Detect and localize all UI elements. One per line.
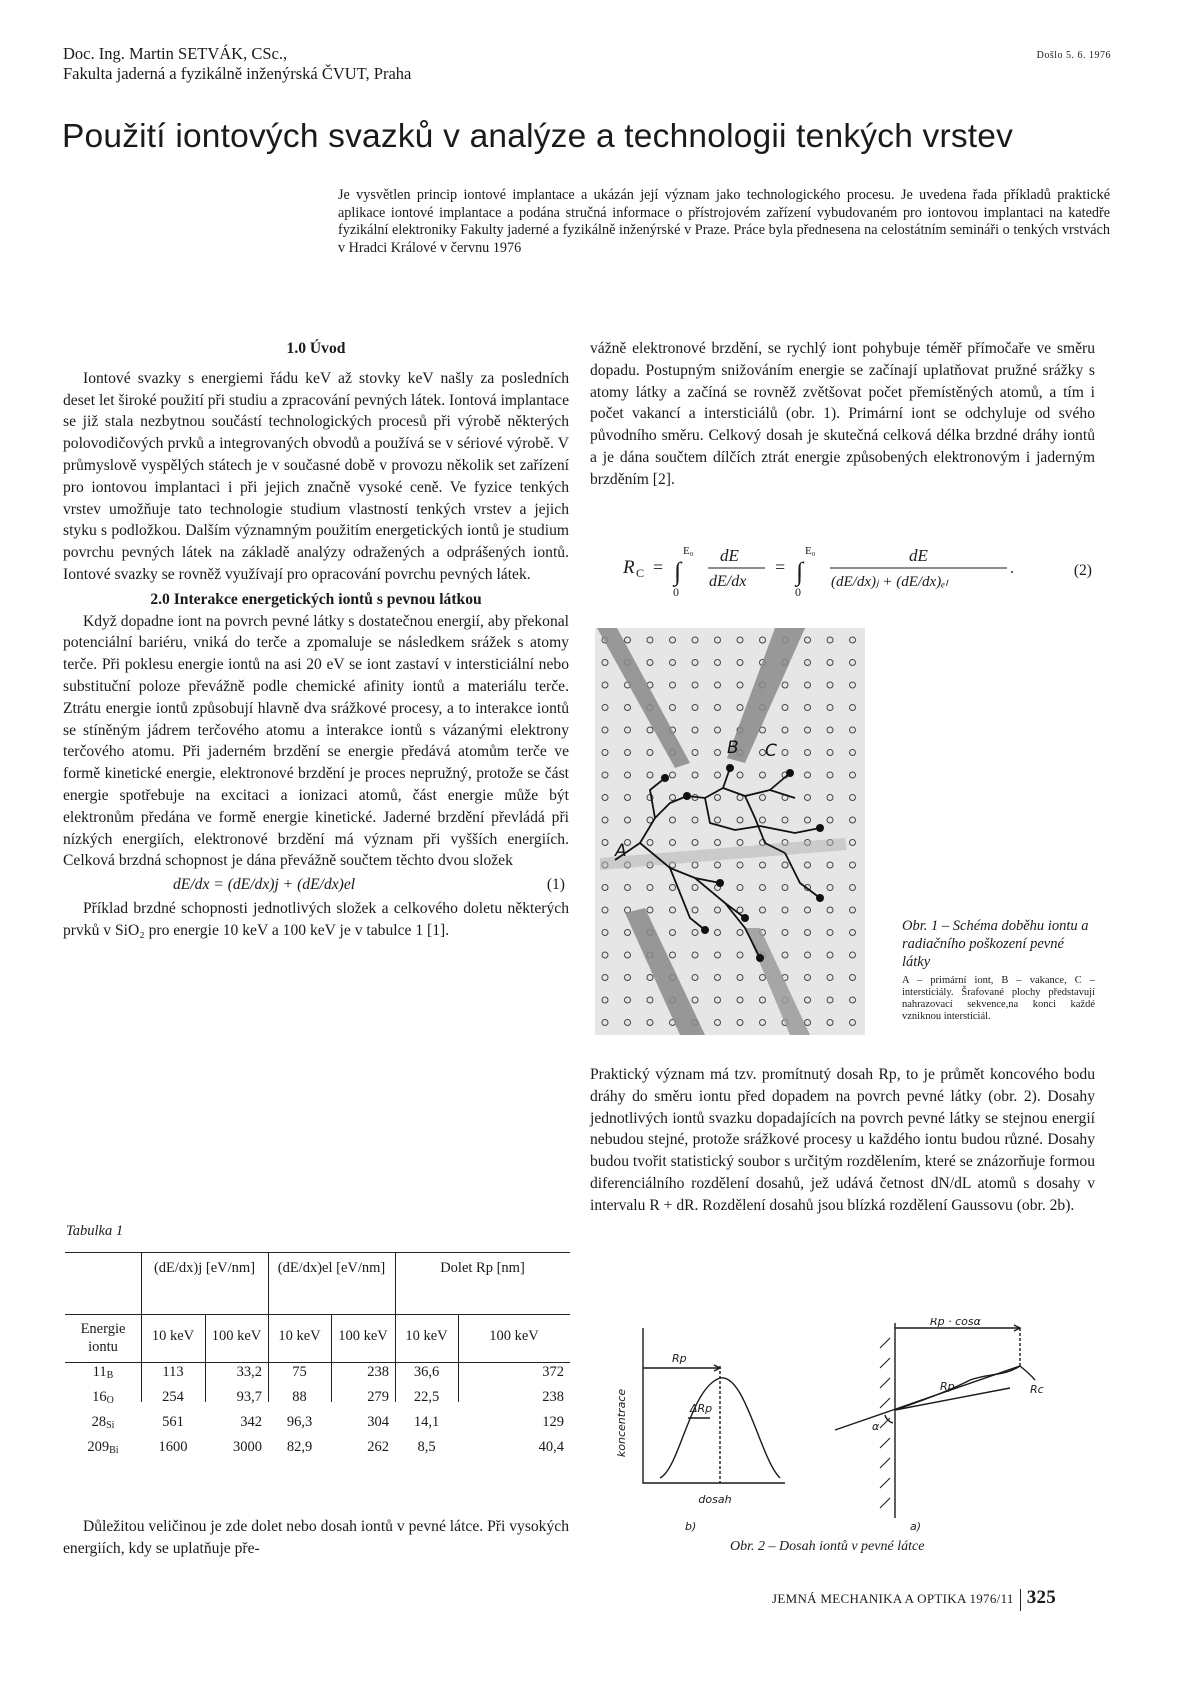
table-cell: 88 xyxy=(292,1389,307,1405)
paragraph: Důležitou veličinou je zde dolet nebo dosah iontů v pevné látce. Při vysokých energiích, kdy se uplatňuje pře- xyxy=(63,1518,569,1557)
table-energy-cell: 10 keV xyxy=(151,1328,195,1344)
table-cell: 36,6 xyxy=(413,1364,440,1380)
paragraph-bottom xyxy=(63,1516,569,1560)
table-cell: 82,9 xyxy=(286,1439,313,1455)
column-right xyxy=(590,338,1095,491)
table-energy-cell: 10 keV xyxy=(278,1328,321,1344)
author-affiliation: Fakulta jaderná a fyzikálně inženýrská ČVUT, Praha xyxy=(63,64,412,83)
svg-text:=: = xyxy=(653,557,664,577)
equation-2-number: (2) xyxy=(1073,562,1092,579)
paragraph: Iontové svazky s energiemi řádu keV až stovky keV našly za posledních deset let široké použití při studiu a zpracování pevných látek. Iontová implantace se již stala nezbytnou součástí technologických procesů při výrobě některých polovodičových prvků a integrovaných obvodů a používá se v sériové výrobě. V průmyslově vyspělých státech je v současné době v provozu několik set zařízení pro iontovou implantaci i při jejich značně vysoké ceně. Ve fyzice tenkých vrstev umožňuje tato technologie studium vlastností tenkých vrstev a jejich styku s podložkou. Dalším významným použitím energetických iontů je studium povrchu pevných látek na základě analýzy odražených a odprášených iontů. Iontové svazky se rovněž využívají pro opracování povrchu pevných látek. xyxy=(63,369,569,583)
svg-text:dE: dE xyxy=(720,546,739,565)
figure-2-caption: Obr. 2 – Dosah iontů v pevné látce xyxy=(730,1539,925,1554)
table-cell: 238 xyxy=(367,1364,389,1380)
svg-text:=: = xyxy=(775,557,786,577)
equation-1 xyxy=(63,874,569,896)
svg-text:dE: dE xyxy=(909,546,928,565)
table-cell: 22,5 xyxy=(413,1389,440,1405)
figure-2-drp-label: ΔRp xyxy=(690,1402,713,1415)
svg-text:0: 0 xyxy=(673,585,679,599)
figure-1-image xyxy=(595,628,865,1035)
figure-1-label-c: C xyxy=(765,741,777,761)
svg-text:(dE/dx)ⱼ + (dE/dx)ₑₗ: (dE/dx)ⱼ + (dE/dx)ₑₗ xyxy=(831,574,948,590)
figure-1-label-a: A xyxy=(615,841,627,861)
table-cell: 8,5 xyxy=(417,1439,436,1455)
figure-2-sub-b: b) xyxy=(685,1520,697,1533)
table-ion-cell: 16O xyxy=(92,1389,114,1406)
table-cell: 254 xyxy=(162,1389,184,1405)
figure-1-caption xyxy=(902,917,1095,1023)
table-caption: Tabulka 1 xyxy=(66,1223,124,1239)
paragraph: Praktický význam má tzv. promítnutý dosah Rp, to je průmět koncového bodu dráhy do směru iontu před dopadem na povrch pevné látky (obr. 2). Dosahy jednotlivých iontů svazku dopadajících na povrch pevné látky se stejnou energií nebudou stejné, protože srážkové procesy u každého iontu budou různé. Dosahy budou tvořit statistický soubor s určitým rozdělením, které se znázorňuje formou diferenciálního rozdělení dosahů, jež udává četnost dN/dL atomů s dosahy v intervalu R + dR. Rozdělení dosahů jsou blízká rozdělení Gaussovu (obr. 2b). xyxy=(590,1066,1095,1214)
figure-2-rp-label-a: Rp xyxy=(940,1380,955,1393)
table-cell: 96,3 xyxy=(286,1414,313,1430)
table-cell: 304 xyxy=(367,1414,389,1430)
paragraph: Příklad brzdné schopnosti jednotlivých složek a celkového doletu některých prvků v SiO₂ pro energie 10 keV a 100 keV je v tabulce 1 [1]. xyxy=(63,900,569,939)
table-energy-cell: 100 keV xyxy=(211,1328,262,1344)
table-ion-cell: 209Bi xyxy=(87,1439,119,1456)
svg-text:∫: ∫ xyxy=(796,557,804,586)
table-energy-row xyxy=(141,1314,570,1362)
abstract: Je vysvětlen princip iontové implantace a ukázán její význam jako technologického procesu. Je uvedena řada příkladů praktické aplikace iontové implantace a podána stručná informace o přístrojovém zařízení vybudovaném pro iontovou implantaci na katedře fyzikální elektroniky Fakulty jaderné a fyzikálně inženýrské v Praze. Práce byla přednesena na celostátním semináři o tenkých vrstvách v Hradci Králové v červnu 1976 xyxy=(338,187,1110,256)
page-number: 325 xyxy=(1026,1587,1057,1608)
svg-text:∫: ∫ xyxy=(674,557,682,586)
figure-2-drawing xyxy=(610,1318,1080,1533)
table-ion-cell: 28Si xyxy=(91,1414,115,1431)
journal-name: JEMNÁ MECHANIKA A OPTIKA 1976/11 xyxy=(772,1591,1014,1606)
svg-text:R: R xyxy=(623,557,635,578)
table-cell: 342 xyxy=(240,1414,262,1430)
equation-1-text: dE/dx = (dE/dx)j + (dE/dx)el xyxy=(173,876,356,894)
column-right-lower xyxy=(590,1064,1095,1217)
figure-2-xlabel: dosah xyxy=(698,1493,732,1506)
table-group-header: Dolet Rp [nm] xyxy=(440,1260,525,1276)
table-cell: 129 xyxy=(542,1414,564,1430)
figure-2-ylabel: koncentrace xyxy=(615,1388,628,1458)
table-cell: 279 xyxy=(367,1389,389,1405)
equation-1-number: (1) xyxy=(546,876,565,894)
equation-2 xyxy=(615,540,1095,600)
section-heading-intro: 1.0 Úvod xyxy=(286,340,346,357)
figure-2-rpcos-label: Rp · cosα xyxy=(930,1318,981,1328)
table-energy-cell: 100 keV xyxy=(489,1328,539,1344)
table-cell: 113 xyxy=(162,1364,184,1380)
figure-2-rc-label: Rc xyxy=(1030,1383,1044,1396)
figure-2-rp-label: Rp xyxy=(672,1352,687,1365)
table-energy-cell: 10 keV xyxy=(405,1328,448,1344)
article-title: Použití iontových svazků v analýze a technologii tenkých vrstev xyxy=(62,118,1014,155)
footer-divider xyxy=(1020,1589,1021,1611)
paragraph: vážně elektronové brzdění, se rychlý iont pohybuje téměř přímočaře ve směru dopadu. Postupným snižováním energie se začínají uplatňovat pružné srážky s atomy látky a začíná se rovněž zvětšovat počet přemístěných atomů, a tím i počet vakancí a intersticiálů (obr. 1). Primární iont se odchyluje od svého původního směru. Celkový dosah je skutečná celková délka brzdné dráhy iontů a je dána součtem dílčích ztrát energie způsobených elektronovým i jaderným brzděním [2]. xyxy=(590,340,1095,488)
received-date: Došlo 5. 6. 1976 xyxy=(1036,50,1111,61)
figure-1-title: Obr. 1 – Schéma doběhu iontu a radiačního poškození pevné látky xyxy=(902,918,1089,970)
table-cell: 238 xyxy=(542,1389,564,1405)
table-group-header: (dE/dx)j [eV/nm] xyxy=(153,1260,256,1276)
figure-2-sub-a: a) xyxy=(910,1520,922,1533)
author-name: Doc. Ing. Martin SETVÁK, CSc., xyxy=(63,44,288,63)
table-cell: 75 xyxy=(292,1364,307,1380)
table-cell: 33,2 xyxy=(236,1364,262,1380)
svg-text:0: 0 xyxy=(795,585,801,599)
svg-text:C: C xyxy=(636,566,645,580)
svg-text:E₀: E₀ xyxy=(805,545,816,557)
figure-2-alpha-label: α xyxy=(872,1420,880,1433)
svg-text:dE/dx: dE/dx xyxy=(709,573,747,590)
table-energy-cell: 100 keV xyxy=(338,1328,388,1344)
author-block xyxy=(63,44,411,84)
table-cell: 1600 xyxy=(158,1439,188,1455)
equation-2-drawing xyxy=(615,540,1095,600)
table-cell: 372 xyxy=(542,1364,564,1380)
table-cell: 40,4 xyxy=(538,1439,564,1455)
paragraph: Když dopadne iont na povrch pevné látky s dostatečnou energií, aby překonal potenciální bariéru, vniká do terče a zpomaluje se následkem srážek s atomy terče. Při poklesu energie iontů na asi 20 eV se iont zastaví v intersticiální nebo substituční poloze převážně podle chemické afinity iontů a materiálu terče. Ztrátu energie iontů způsobují hlavně dva srážkové procesy, a to interakce iontů se stíněným jádrem terčového atomu a interakce iontů s vázanými elektrony terčového atomu. Při jaderném brzdění se energie předává atomům terče ve formě kinetické energie, elektronové brzdění je proces nepružný, protože se část energie spotřebuje na excitaci a ionizaci atomů, část energie může být elektronům předána ve formě energie kinetické. Jaderné brzdění převládá při nízkých energiích, elektronové brzdění má význam při vyšších energiích. Celková brzdná schopnost je dána převážně součtem těchto dvou složek xyxy=(63,612,569,870)
svg-text:E₀: E₀ xyxy=(683,545,694,557)
table-cell: 14,1 xyxy=(413,1414,440,1430)
table-cell: 3000 xyxy=(233,1439,262,1455)
figure-2 xyxy=(610,1318,1080,1533)
svg-text:.: . xyxy=(1010,560,1014,577)
figure-1-legend: A – primární iont, B – vakance, C – intersticiály. Šrafované plochy představují nahrazovací sekvence,na konci každé vzniknou intersticiál. xyxy=(902,975,1095,1022)
table-cell: 561 xyxy=(162,1414,184,1430)
table-cell: 262 xyxy=(367,1439,389,1455)
section-heading-interaction: 2.0 Interakce energetických iontů s pevnou látkou xyxy=(150,590,482,608)
page-footer xyxy=(772,1587,1056,1611)
figure-1-label-b: B xyxy=(727,738,739,758)
table-row-header: Energie iontu xyxy=(80,1321,126,1355)
table-group-header: (dE/dx)el [eV/nm] xyxy=(277,1260,386,1276)
figure-1-drawing xyxy=(595,628,865,1035)
table-ion-cell: 11B xyxy=(92,1364,114,1381)
table-cell: 93,7 xyxy=(236,1389,262,1405)
column-left xyxy=(63,338,569,942)
